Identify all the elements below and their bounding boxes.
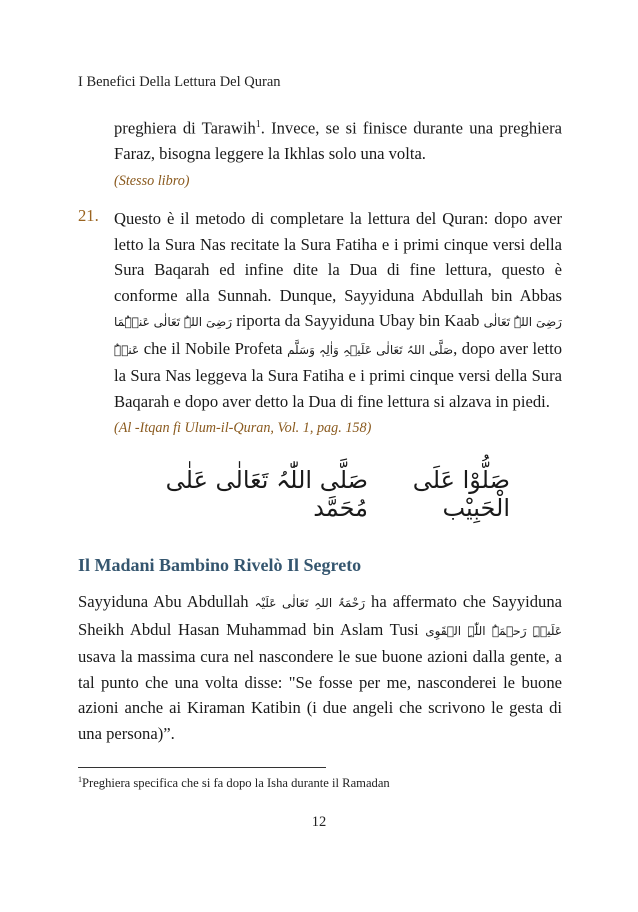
section-text-2: ha affermato che Sayyiduna Sheikh Abdul Hasan Muhammad bin Aslam Tusi [78, 592, 562, 639]
list-item-21 [114, 206, 562, 442]
item21-text-1: Questo è il metodo di completare la lettura del Quran: dopo aver letto la Sura Nas recitate la Sura Fatiha e i primi cinque versi della Sura Baqarah ed infine dite la Dua di fine lettura, questo è conforme alla Sunnah. Dunque, Sayyiduna Abdullah bin Abbas [114, 209, 562, 305]
footnote-text: Preghiera specifica che si fa dopo la Isha durante il Ramadan [82, 776, 390, 791]
footnote-marker: 1 [78, 775, 82, 784]
item21-citation: (Al -Itqan fi Ulum-il-Quran, Vol. 1, pag. 158) [114, 420, 372, 436]
continuation-text-end: . Invece, se si finisce durante una preghiera Faraz, bisogna leggere la Ikhlas solo una volta. [114, 118, 562, 164]
section-text-3: usava la massima cura nel nascondere le sue buone azioni dalla gente, a tal punto che una volta disse: "Se fosse per me, nasconderei le buone azioni anche ai Kiraman Katibin (i due angeli che scrivono le gesta di una persona)”. [78, 647, 562, 743]
section-heading: Il Madani Bambino Rivelò Il Segreto [78, 555, 362, 575]
section-text-1: Sayyiduna Abu Abdullah [78, 592, 249, 611]
footnote [78, 775, 390, 791]
salawat-line [150, 466, 510, 522]
continuation-text-start: preghiera di Tarawih [114, 118, 256, 138]
running-header: I Benefici Della Lettura Del Quran [78, 74, 281, 90]
salawat-right: صَلُّوْا عَلَی الْحَبِیْب [412, 466, 510, 522]
page-number: 12 [311, 814, 327, 830]
item21-text-3: che il Nobile Profeta [143, 338, 283, 358]
footnote-divider [78, 767, 326, 768]
arabic-salutation: صَلَّی اللہُ تَعَالٰی عَلَیۡہِ وَاٰلِہٖ وَسَلَّم [287, 342, 454, 357]
list-item-number: 21. [78, 206, 99, 225]
continuation-paragraph [114, 112, 562, 194]
arabic-honorific: عَلَیۡہِ رَحۡمَۃُ اللّٰہِ الۡقَوِی [425, 623, 562, 638]
arabic-honorific: رَضِیَ اللہُ تَعَالٰی عَنۡہُ [114, 315, 562, 357]
footnote-reference: 1 [255, 119, 261, 130]
salawat-left: صَلَّی اللّٰہُ تَعَالٰی عَلٰی مُحَمَّد [165, 466, 369, 522]
continuation-citation: (Stesso libro) [114, 172, 190, 189]
item21-text-2: riporta da Sayyiduna Ubay bin Kaab [236, 311, 480, 330]
arabic-honorific: رَضِیَ اللہُ تَعَالٰی عَنۡہُمَا [114, 315, 233, 329]
item21-text-4: , dopo aver letto la Sura Nas leggeva la Sura Fatiha e i primi cinque versi della Sura Baqarah e dopo aver detto la Dua di fine lettura si alzava in piedi. [114, 338, 563, 411]
section-paragraph [78, 589, 562, 746]
arabic-honorific: رَحْمَۃُ اللہِ تَعَالٰی عَلَیْہ [254, 596, 366, 610]
